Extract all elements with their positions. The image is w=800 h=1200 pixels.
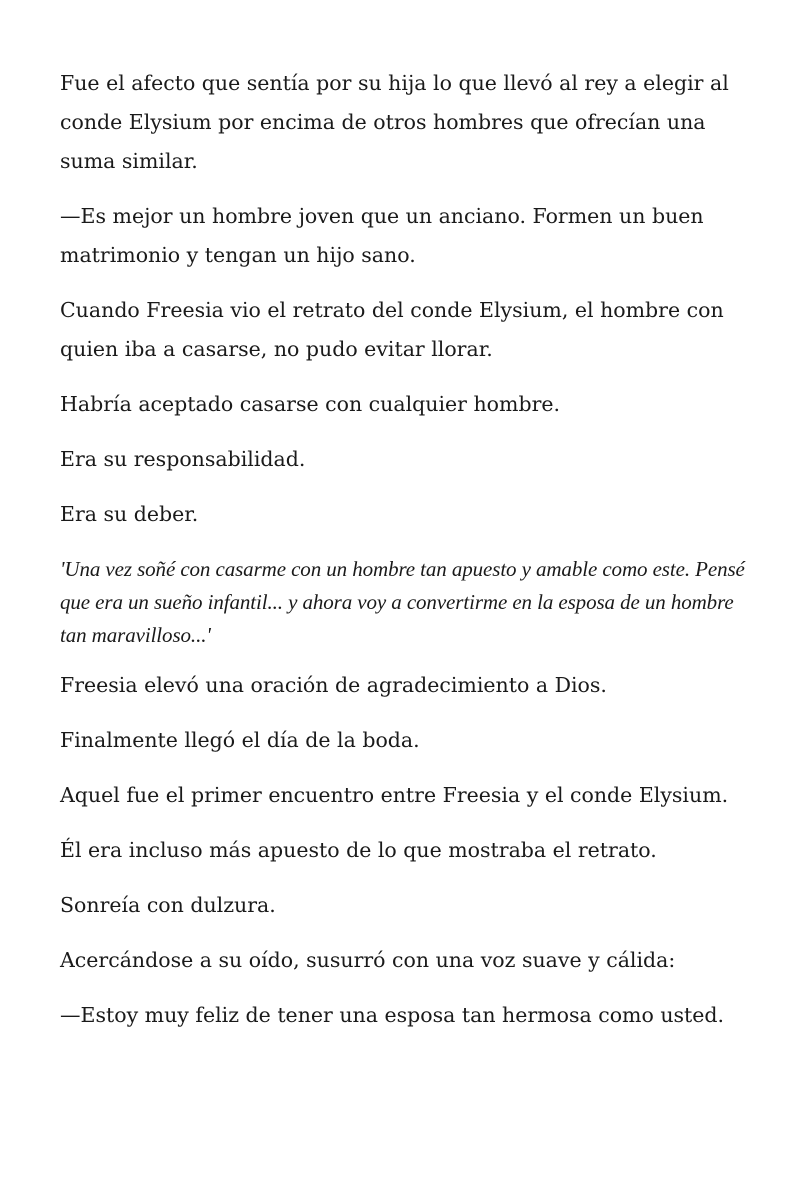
document-body <box>60 64 750 1051</box>
paragraph: Habría aceptado casarse con cualquier hombre. <box>60 392 561 416</box>
dialogue-paragraph: —Estoy muy feliz de tener una esposa tan hermosa como usted. <box>60 1003 725 1027</box>
paragraph: Sonreía con dulzura. <box>60 893 276 917</box>
paragraph: Aquel fue el primer encuentro entre Freesia y el conde Elysium. <box>60 783 729 807</box>
dialogue-paragraph: —Es mejor un hombre joven que un anciano. Formen un buen matrimonio y tengan un hijo sano. <box>60 204 704 267</box>
paragraph: Era su deber. <box>60 502 199 526</box>
paragraph: Cuando Freesia vio el retrato del conde Elysium, el hombre con quien iba a casarse, no pudo evitar llorar. <box>60 298 724 361</box>
paragraph: Acercándose a su oído, susurró con una voz suave y cálida: <box>60 948 676 972</box>
paragraph: Era su responsabilidad. <box>60 447 306 471</box>
paragraph: Fue el afecto que sentía por su hija lo que llevó al rey a elegir al conde Elysium por encima de otros hombres que ofrecían una suma similar. <box>60 71 729 173</box>
paragraph: Él era incluso más apuesto de lo que mostraba el retrato. <box>60 838 657 862</box>
paragraph: Finalmente llegó el día de la boda. <box>60 728 420 752</box>
inner-thought-paragraph: 'Una vez soñé con casarme con un hombre tan apuesto y amable como este. Pensé que era un sueño infantil... y ahora voy a convertirme en la esposa de un hombre tan maravilloso...' <box>60 557 745 647</box>
paragraph: Freesia elevó una oración de agradecimiento a Dios. <box>60 673 607 697</box>
